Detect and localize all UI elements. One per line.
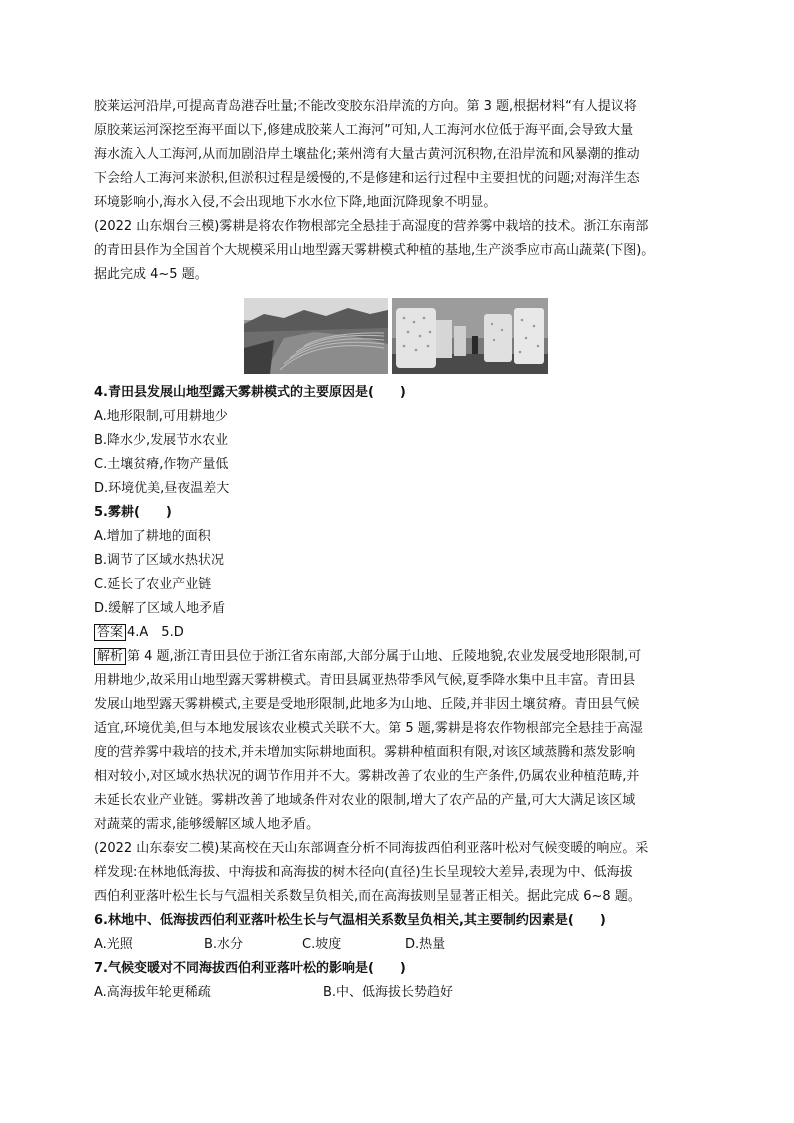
material-1 [94, 215, 714, 287]
text-line: (2022 山东烟台三模)雾耕是将农作物根部完全悬挂于高湿度的营养雾中栽培的技术。浙江东南部 [94, 219, 649, 234]
photo-figure [244, 298, 548, 374]
text-line: 的青田县作为全国首个大规模采用山地型露天雾耕模式种植的基地,生产淡季应市高山蔬菜(下图)。 [94, 243, 655, 258]
question-7 [94, 957, 714, 1005]
intro-analysis [94, 95, 714, 215]
analysis-block [94, 645, 714, 837]
options-row [94, 981, 714, 1005]
analysis-tag: 解析 [94, 648, 126, 665]
option-d: D.环境优美,昼夜温差大 [94, 481, 230, 496]
question-stem: 7.气候变暖对不同海拔西伯利亚落叶松的影响是( ) [94, 961, 406, 976]
analysis-first-text: 第 4 题,浙江青田县位于浙江省东南部,大部分属于山地、丘陵地貌,农业发展受地形限制,可 [127, 649, 642, 664]
text-line: 发展山地型露天雾耕模式,主要是受地形限制,此地多为山地、丘陵,并非因土壤贫瘠。青田县气候 [94, 697, 640, 712]
text-line: 下会给人工海河来淤积,但淤积过程是缓慢的,不是修建和运行过程中主要担忧的问题;对海洋生态 [94, 171, 640, 186]
text-line: 用耕地少,故采用山地型露天雾耕模式。青田县属亚热带季风气候,夏季降水集中且丰富。青田县 [94, 673, 636, 688]
text-line: 环境影响小,海水入侵,不会出现地下水水位下降,地面沉降现象不明显。 [94, 195, 497, 210]
options-row [94, 933, 714, 957]
text-line: 度的营养雾中栽培的技术,并未增加实际耕地面积。雾耕种植面积有限,对该区域蒸腾和蒸发影响 [94, 745, 636, 760]
terraced-hills-photo [244, 298, 388, 374]
answer-text: 4.A 5.D [127, 625, 184, 640]
option-a: A.高海拔年轮更稀疏 [94, 985, 211, 1000]
answer-line [94, 621, 714, 645]
text-line: 适宜,环境优美,但与本地发展该农业模式关联不大。第 5 题,雾耕是将农作物根部完全悬挂于高湿 [94, 721, 643, 736]
option-a: A.地形限制,可用耕地少 [94, 409, 228, 424]
question-stem: 4.青田县发展山地型露天雾耕模式的主要原因是( ) [94, 385, 406, 400]
question-stem: 5.雾耕( ) [94, 505, 172, 520]
option-c: C.土壤贫瘠,作物产量低 [94, 457, 229, 472]
text-line: 原胶莱运河深挖至海平面以下,修建成胶莱人工海河”可知,人工海河水位低于海平面,会导致大量 [94, 123, 634, 138]
analysis-first-line [94, 645, 714, 669]
question-stem: 6.林地中、低海拔西伯利亚落叶松生长与气温相关系数呈负相关,其主要制约因素是( ) [94, 913, 606, 928]
text-line: 未延长农业产业链。雾耕改善了地域条件对农业的限制,增大了农产品的产量,可大大满足该区域 [94, 793, 636, 808]
text-line: 西伯利亚落叶松生长与气温相关系数呈负相关,而在高海拔则呈显著正相关。据此完成 6~8 题。 [94, 889, 641, 904]
option-b: B.水分 [204, 937, 244, 952]
option-a: A.光照 [94, 937, 133, 952]
option-b: B.中、低海拔长势趋好 [323, 985, 454, 1000]
text-line: (2022 山东泰安二模)某高校在天山东部调查分析不同海拔西伯利亚落叶松对气候变暖的响应。采 [94, 841, 649, 856]
text-line: 样发现:在林地低海拔、中海拔和高海拔的树木径向(直径)生长呈现较大差异,表现为中、低海拔 [94, 865, 633, 880]
text-line: 据此完成 4~5 题。 [94, 267, 208, 282]
document-page [94, 95, 714, 1005]
fog-cultivation-towers-photo [392, 298, 548, 374]
option-c: C.坡度 [302, 937, 342, 952]
text-line: 胶莱运河沿岸,可提高青岛港吞吐量;不能改变胶东沿岸流的方向。第 3 题,根据材料“有人提议将 [94, 99, 637, 114]
material-2 [94, 837, 714, 909]
option-d: D.热量 [405, 937, 446, 952]
option-a: A.增加了耕地的面积 [94, 529, 211, 544]
answer-tag: 答案 [94, 624, 126, 641]
answer-block [94, 621, 714, 645]
text-line: 对蔬菜的需求,能够缓解区域人地矛盾。 [94, 817, 320, 832]
text-line: 相对较小,对区域水热状况的调节作用并不大。雾耕改善了农业的生产条件,仍属农业种植范畴,并 [94, 769, 640, 784]
option-c: C.延长了农业产业链 [94, 577, 212, 592]
question-4 [94, 381, 714, 501]
option-b: B.降水少,发展节水农业 [94, 433, 229, 448]
question-5 [94, 501, 714, 621]
question-6 [94, 909, 714, 957]
option-b: B.调节了区域水热状况 [94, 553, 225, 568]
option-d: D.缓解了区域人地矛盾 [94, 601, 226, 616]
text-line: 海水流入人工海河,从而加剧沿岸土壤盐化;莱州湾有大量古黄河沉积物,在沿岸流和风暴潮的推动 [94, 147, 640, 162]
